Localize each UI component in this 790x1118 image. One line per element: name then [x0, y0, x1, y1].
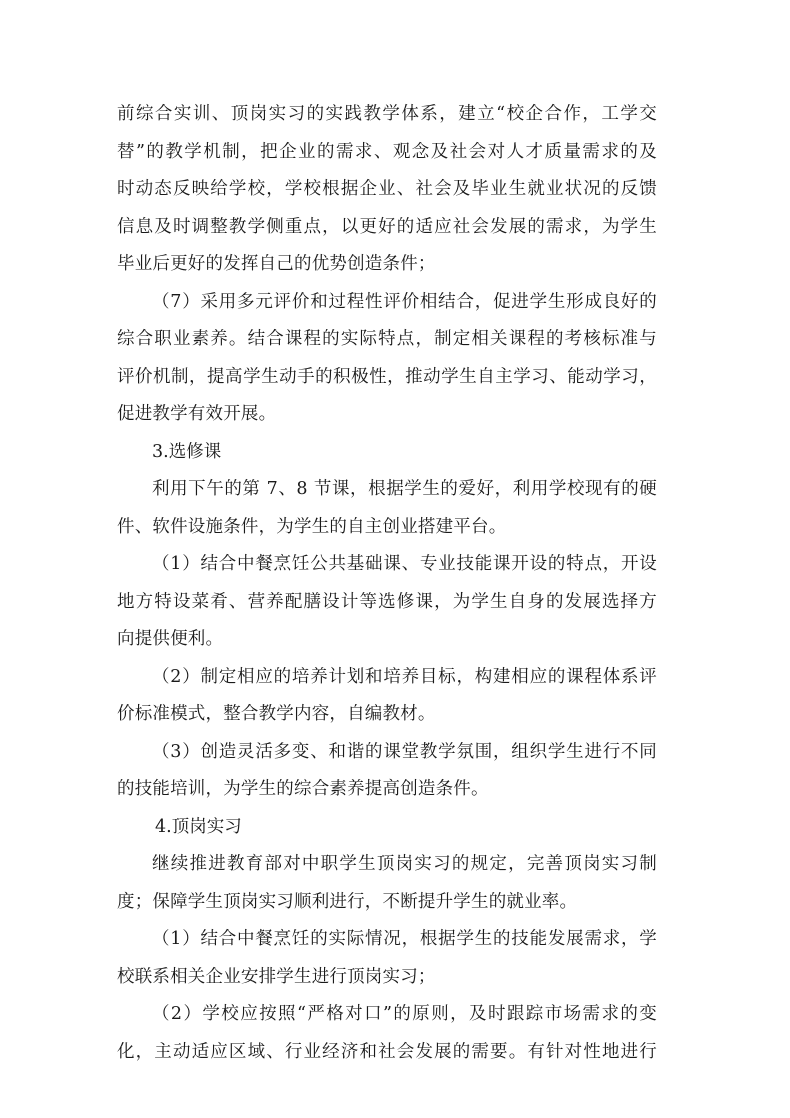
text-line: （3）创造灵活多变、和谐的课堂教学氛围，组织学生进行不同: [152, 741, 657, 762]
text-line: 利用下午的第 7、8 节课，根据学生的爱好，利用学校现有的硬: [152, 479, 657, 499]
text-line: 化，主动适应区域、行业经济和社会发展的需要。有针对性地进行: [117, 1041, 657, 1062]
section-heading-internship: 4.顶岗实习: [155, 816, 242, 837]
text-line: 继续推进教育部对中职学生顶岗实习的规定，完善顶岗实习制: [152, 854, 657, 874]
text-line: 地方特设菜肴、营养配膳设计等选修课，为学生自身的发展选择方: [117, 591, 657, 612]
section-heading-electives: 3.选修课: [152, 441, 222, 462]
text-line: 的技能培训，为学生的综合素养提高创造条件。: [117, 779, 489, 799]
paragraph-internship-item-1: [117, 921, 657, 996]
paragraph-item-3: [117, 734, 657, 809]
paragraph-item-7: [117, 284, 657, 434]
text-line: 评价机制，提高学生动手的积极性，推动学生自主学习、能动学习，: [117, 366, 657, 387]
paragraph-item-1: [117, 546, 657, 659]
text-line: 时动态反映给学校，学校根据企业、社会及毕业生就业状况的反馈: [117, 179, 657, 199]
text-line: 向提供便利。: [117, 629, 224, 649]
paragraph-electives-intro: [117, 471, 657, 546]
text-line: 毕业后更好的发挥自己的优势创造条件；: [117, 254, 436, 274]
text-line: 替”的教学机制，把企业的需求、观念及社会对人才质量需求的及: [117, 141, 657, 162]
paragraph-item-2: [117, 659, 657, 734]
text-line: 促进教学有效开展。: [117, 404, 277, 424]
text-line: （1）结合中餐烹饪的实际情况，根据学生的技能发展需求，学: [152, 929, 657, 949]
text-line: （1）结合中餐烹饪公共基础课、专业技能课开设的特点，开设: [152, 554, 657, 574]
text-line: 价标准模式，整合教学内容，自编教材。: [117, 704, 436, 724]
text-line: 校联系相关企业安排学生进行顶岗实习；: [117, 966, 436, 987]
text-line: （7）采用多元评价和过程性评价相结合，促进学生形成良好的: [152, 291, 657, 312]
paragraph-internship-item-2: [117, 996, 657, 1071]
text-line: （2）制定相应的培养计划和培养目标，构建相应的课程体系评: [152, 666, 657, 687]
text-line: 度；保障学生顶岗实习顺利进行，不断提升学生的就业率。: [117, 891, 578, 912]
text-line: （2）学校应按照“严格对口”的原则，及时跟踪市场需求的变: [152, 1004, 657, 1024]
paragraph-continuation: [117, 96, 657, 284]
text-line: 件、软件设施条件，为学生的自主创业搭建平台。: [117, 516, 507, 537]
paragraph-internship-intro: [117, 846, 657, 921]
text-line: 综合职业素养。结合课程的实际特点，制定相关课程的考核标准与: [117, 329, 657, 349]
document-page: [117, 96, 657, 1071]
text-line: 信息及时调整教学侧重点，以更好的适应社会发展的需求，为学生: [117, 216, 657, 237]
text-line: 前综合实训、顶岗实习的实践教学体系，建立“校企合作，工学交: [117, 104, 657, 124]
